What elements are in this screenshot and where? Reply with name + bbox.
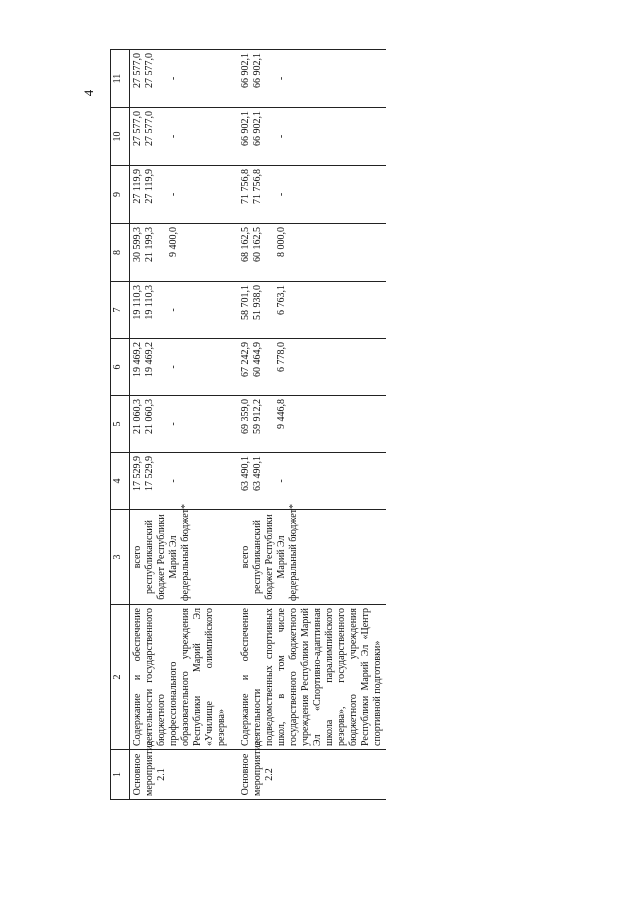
source-federal: федеральный бюджет* — [288, 503, 299, 601]
value-cell: 68 162,5 60 162,5 8 000,0 — [230, 224, 386, 282]
header-cell: 4 — [111, 453, 130, 510]
funding-sources — [130, 503, 231, 605]
header-cell: 8 — [111, 224, 130, 282]
rotated-content — [110, 50, 383, 800]
value-cell: 63 490,1 63 490,1 - — [230, 453, 386, 510]
value-cell: 17 529,9 17 529,9 - — [130, 453, 231, 510]
value-cell: 19 469,2 19 469,2 - — [130, 339, 231, 396]
value-cell: 21 060,3 21 060,3 - — [130, 396, 231, 453]
value-cell: 66 902,1 66 902,1 - — [230, 108, 386, 166]
value-cell: 69 359,0 59 912,2 9 446,8 — [230, 396, 386, 453]
header-row — [111, 50, 130, 800]
value-cell: 58 701,1 51 938,0 6 763,1 — [230, 282, 386, 339]
budget-table — [110, 49, 386, 800]
source-total: всего — [132, 545, 143, 569]
funding-sources — [230, 503, 386, 605]
measure-description: Содержание и обеспечение деятельности государственного бюджетного профессионального образовательного учреждения Республики Марий Эл «Училище олимпийского резерва» — [130, 605, 231, 750]
header-cell: 9 — [111, 166, 130, 224]
value-cell: 30 599,3 21 199,3 9 400,0 — [130, 224, 231, 282]
value-cell: 27 577,0 27 577,0 - — [130, 50, 231, 108]
header-cell: 2 — [111, 605, 130, 750]
header-cell: 1 — [111, 750, 130, 800]
measure-description: Содержание и обеспечение деятельности подведомственных спортивных школ, в том числе государственного бюджетного учреждения Республики Марий Эл «Спортивно-адаптивная школа паралимпийского резерва», государственного бюджетного учреждения Республики Марий Эл «Центр спортивной подготовки» — [230, 605, 386, 750]
header-cell: 6 — [111, 339, 130, 396]
header-cell: 11 — [111, 50, 130, 108]
header-cell: 5 — [111, 396, 130, 453]
source-republican: республиканский бюджет Республики Марий Эл — [252, 514, 287, 600]
measure-code: Основное мероприятие 2.2 — [230, 750, 386, 800]
header-cell: 10 — [111, 108, 130, 166]
value-cell: 19 110,3 19 110,3 - — [130, 282, 231, 339]
page-number: 4 — [81, 89, 96, 97]
table-row — [230, 50, 386, 800]
value-cell: 67 242,9 60 464,9 6 778,0 — [230, 339, 386, 396]
source-federal: федеральный бюджет* — [180, 503, 191, 601]
value-cell: 27 577,0 27 577,0 - — [130, 108, 231, 166]
header-cell: 3 — [111, 510, 130, 605]
table-row — [130, 50, 231, 800]
header-cell: 7 — [111, 282, 130, 339]
value-cell: 27 119,9 27 119,9 - — [130, 166, 231, 224]
measure-code: Основное мероприятие 2.1 — [130, 750, 231, 800]
source-total: всего — [240, 545, 251, 569]
value-cell: 66 902,1 66 902,1 - — [230, 50, 386, 108]
source-republican: республиканский бюджет Республики Марий Эл — [144, 514, 179, 600]
rotated-page — [110, 50, 383, 800]
value-cell: 71 756,8 71 756,8 - — [230, 166, 386, 224]
